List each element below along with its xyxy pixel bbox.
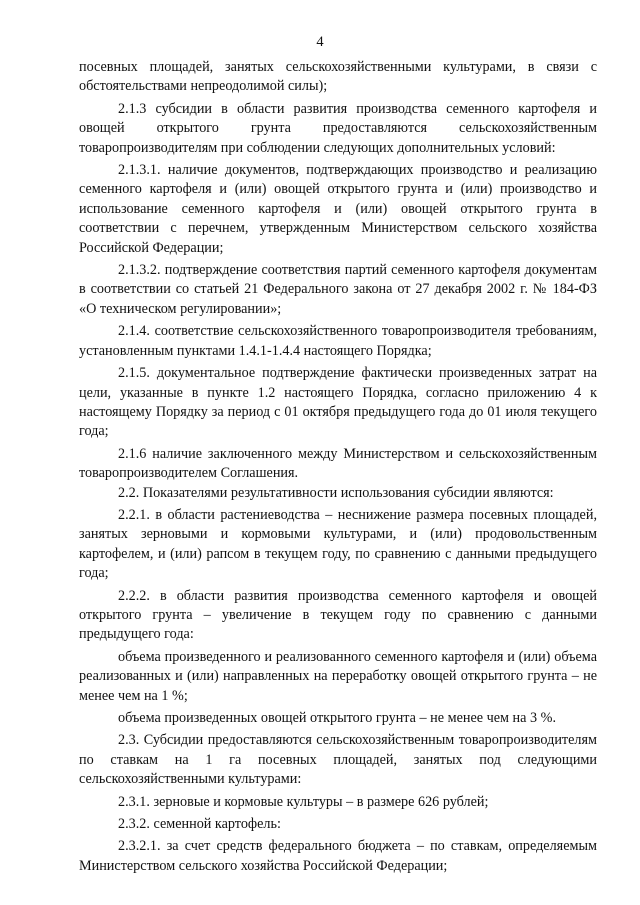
paragraph-2-1-3-1: 2.1.3.1. наличие документов, подтверждающих производство и реализацию семенного картофеля и (или) овощей открытого грунта и (или) производство и использование семенного картофеля и (или) овощей открытого грунта в соответствии с перечнем, утвержденным Министерством сельского хозяйства Российской Федерации; bbox=[79, 162, 597, 256]
document-body bbox=[79, 58, 597, 876]
paragraph-2-3: 2.3. Субсидии предоставляются сельскохозяйственным товаропроизводителям по ставкам на 1 га посевных площадей, занятых под следующими сельскохозяйственными культурами: bbox=[79, 732, 597, 788]
paragraph-2-2: 2.2. Показателями результативности использования субсидии являются: bbox=[118, 484, 554, 501]
paragraph-2-2-1: 2.2.1. в области растениеводства – неснижение размера посевных площадей, занятых зерновыми и кормовыми культурами, и (или) продовольственным картофелем, и (или) рапсом в текущем году, по сравнению с данными предыдущего года; bbox=[79, 506, 597, 582]
page-number: 4 bbox=[316, 34, 324, 50]
paragraph-2-1-5: 2.1.5. документальное подтверждение фактически произведенных затрат на цели, указанные в пункте 1.2 настоящего Порядка, согласно приложению 4 к настоящему Порядку за период с 01 октября предыдущего года до 01 июля текущего года; bbox=[79, 365, 597, 440]
paragraph-2-1-4: 2.1.4. соответствие сельскохозяйственного товаропроизводителя требованиям, установленным пунктами 1.4.1-1.4.4 настоящего Порядка; bbox=[79, 323, 597, 359]
paragraph-vegetable-volume: объема произведенных овощей открытого грунта – не менее чем на 3 %. bbox=[118, 710, 556, 726]
paragraph-2-3-1: 2.3.1. зерновые и кормовые культуры – в размере 626 рублей; bbox=[118, 793, 489, 810]
paragraph-seed-potato-volume: объема произведенного и реализованного семенного картофеля и (или) объема реализованных и (или) направленных на переработку овощей открытого грунта – не менее чем на 1 %; bbox=[79, 648, 597, 704]
paragraph-2-1-3-2: 2.1.3.2. подтверждение соответствия партий семенного картофеля документам в соответствии со статьей 21 Федерального закона от 27 декабря 2002 г. № 184-ФЗ «О техническом регулировании»; bbox=[79, 262, 597, 317]
paragraph-2-3-2-1: 2.3.2.1. за счет средств федерального бюджета – по ставкам, определяемым Министерством сельского хозяйства Российской Федерации; bbox=[79, 838, 597, 874]
paragraph-2-3-2: 2.3.2. семенной картофель: bbox=[118, 816, 281, 833]
paragraph-continuation: посевных площадей, занятых сельскохозяйственными культурами, в связи с обстоятельствами непреодолимой силы); bbox=[79, 59, 597, 95]
paragraph-2-1-6: 2.1.6 наличие заключенного между Министерством и сельскохозяйственным товаропроизводителем Соглашения. bbox=[79, 445, 597, 482]
paragraph-2-2-2: 2.2.2. в области развития производства семенного картофеля и овощей открытого грунта – увеличение в текущем году по сравнению с данными предыдущего года: bbox=[79, 587, 597, 643]
paragraph-2-1-3: 2.1.3 субсидии в области развития производства семенного картофеля и овощей открытого грунта предоставляются сельскохозяйственным товаропроизводителям при соблюдении следующих дополнительных условий: bbox=[79, 100, 597, 156]
